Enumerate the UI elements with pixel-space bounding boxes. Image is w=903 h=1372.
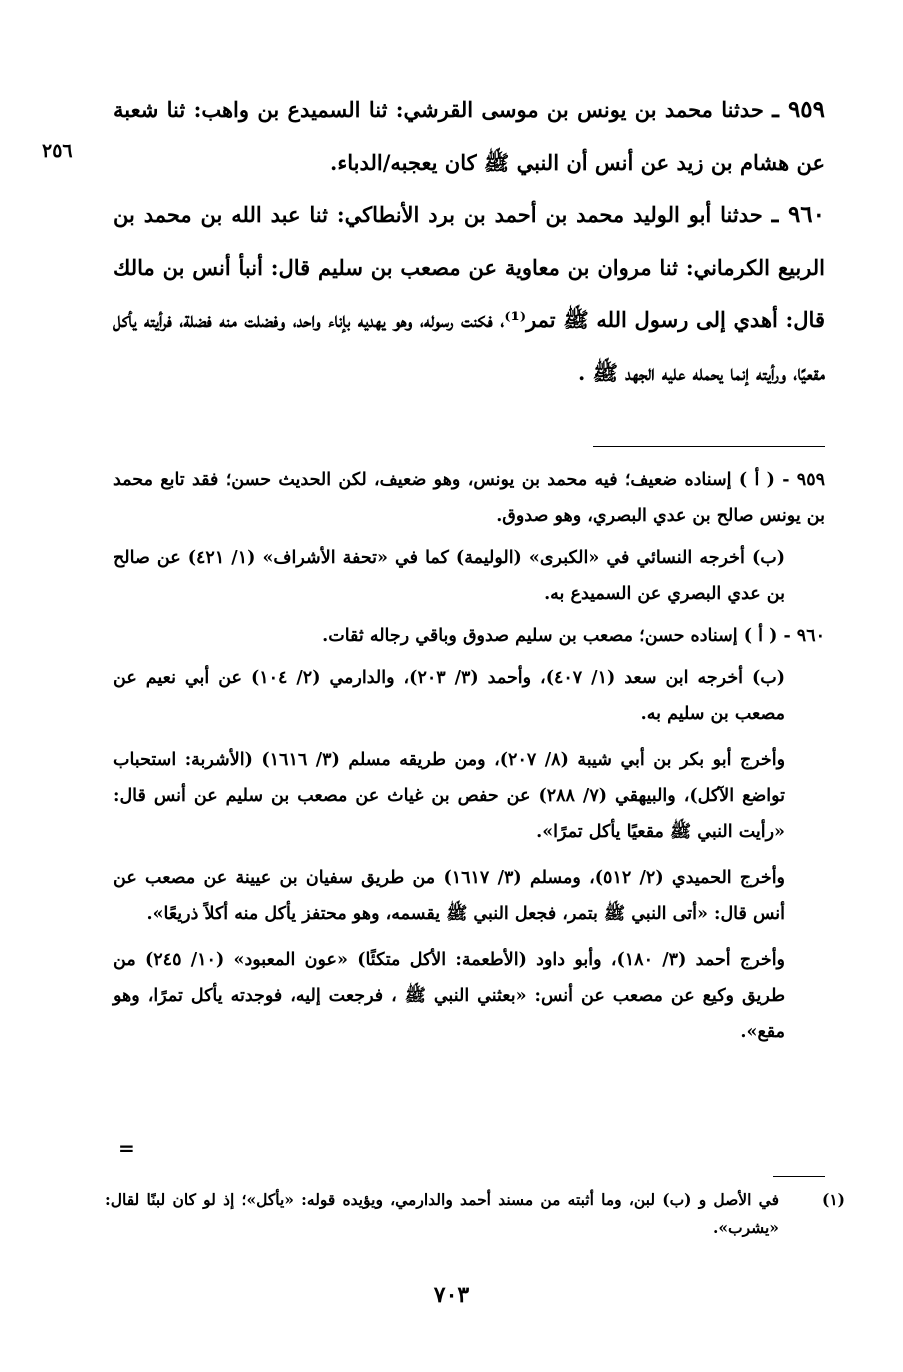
main-hadith-text [113, 84, 825, 399]
hadith-960 [113, 189, 825, 399]
note-959-b: (ب) أخرجه النسائي في «الكبرى» (الوليمة) كما في «تحفة الأشراف» (١/ ٤٢١) عن صالح بن عدي البصري عن السميدع به. [113, 548, 785, 604]
note-959-a: ٩٥٩ - ( أ ) إسناده ضعيف؛ فيه محمد بن يونس، وهو ضعيف، لكن الحديث حسن؛ فقد تابع محمد بن يونس صالح بن عدي البصري، وهو صدوق. [113, 470, 825, 526]
note-960-e: وأخرج أحمد (٣/ ١٨٠)، وأبو داود (الأطعمة: الأكل متكئًا) «عون المعبود» (١٠/ ٢٤٥) من طريق وكيع عن مصعب عن أنس: «بعثني النبي ﷺ ، فرجعت إليه، فوجدته يأكل تمرًا، وهو مقع». [113, 950, 786, 1042]
note-960-b: (ب) أخرجه ابن سعد (١/ ٤٠٧)، وأحمد (٣/ ٢٠٣)، والدارمي (٢/ ١٠٤) عن أبي نعيم عن مصعب بن سليم به. [113, 668, 786, 724]
footnote [105, 1186, 845, 1242]
hadith-959 [113, 84, 825, 189]
continuation-mark: = [118, 1136, 135, 1160]
margin-manuscript-page-ref: ٢٥٦ [42, 140, 73, 162]
note-960-d: وأخرج الحميدي (٢/ ٥١٢)، ومسلم (٣/ ١٦١٧) من طريق سفيان بن عيينة عن مصعب عن أنس قال: «أتى النبي ﷺ بتمر، فجعل النبي ﷺ يقسمه، وهو محتفز يأكل منه أكلاً ذريعًا». [113, 868, 786, 924]
footnote-text: في الأصل و (ب) لبن، وما أثبته من مسند أحمد والدارمي، ويؤيده قوله: «يأكل»؛ إذ لو كان لبنًا لقال: «يشرب». [105, 1190, 779, 1237]
page-number: ٧٠٣ [433, 1282, 470, 1308]
footnote-separator [773, 1176, 825, 1177]
notes-separator [593, 446, 825, 447]
commentary-notes [113, 462, 825, 1056]
hadith-960-text: حدثنا أبو الوليد محمد بن أحمد بن برد الأنطاكي: ثنا عبد الله بن محمد بن الربيع الكرماني: ثنا مروان بن معاوية عن مصعب بن سليم قال: أنبأ أنس بن مالك قال: أهدي إلى رسول الله ﷺ تمر⁽¹⁾، فكنت رسوله، وهو يهديه بإناء واحد، وفضلت منه فضلة، فرأيته يأكل مقعيًا، ورأيته إنما يحمله عليه الجهد ﷺ . [113, 202, 825, 385]
note-960-c: وأخرج أبو بكر بن أبي شيبة (٨/ ٢٠٧)، ومن طريقه مسلم (٣/ ١٦١٦) (الأشربة: استحباب تواضع الآكل)، والبيهقي (٧/ ٢٨٨) عن حفص بن غياث عن مصعب بن سليم عن أنس قال: «رأيت النبي ﷺ مقعيًا يأكل تمرًا». [113, 750, 786, 842]
hadith-number-959: ٩٥٩ ـ [772, 96, 825, 123]
footnote-mark: (١) [821, 1190, 845, 1209]
hadith-959-text: حدثنا محمد بن يونس بن موسى القرشي: ثنا السميدع بن واهب: ثنا شعبة عن هشام بن زيد عن أنس أن النبي ﷺ كان يعجبه/الدباء. [113, 97, 825, 175]
note-960-a: ٩٦٠ - ( أ ) إسناده حسن؛ مصعب بن سليم صدوق وباقي رجاله ثقات. [322, 626, 825, 646]
hadith-number-960: ٩٦٠ ـ [771, 201, 826, 228]
